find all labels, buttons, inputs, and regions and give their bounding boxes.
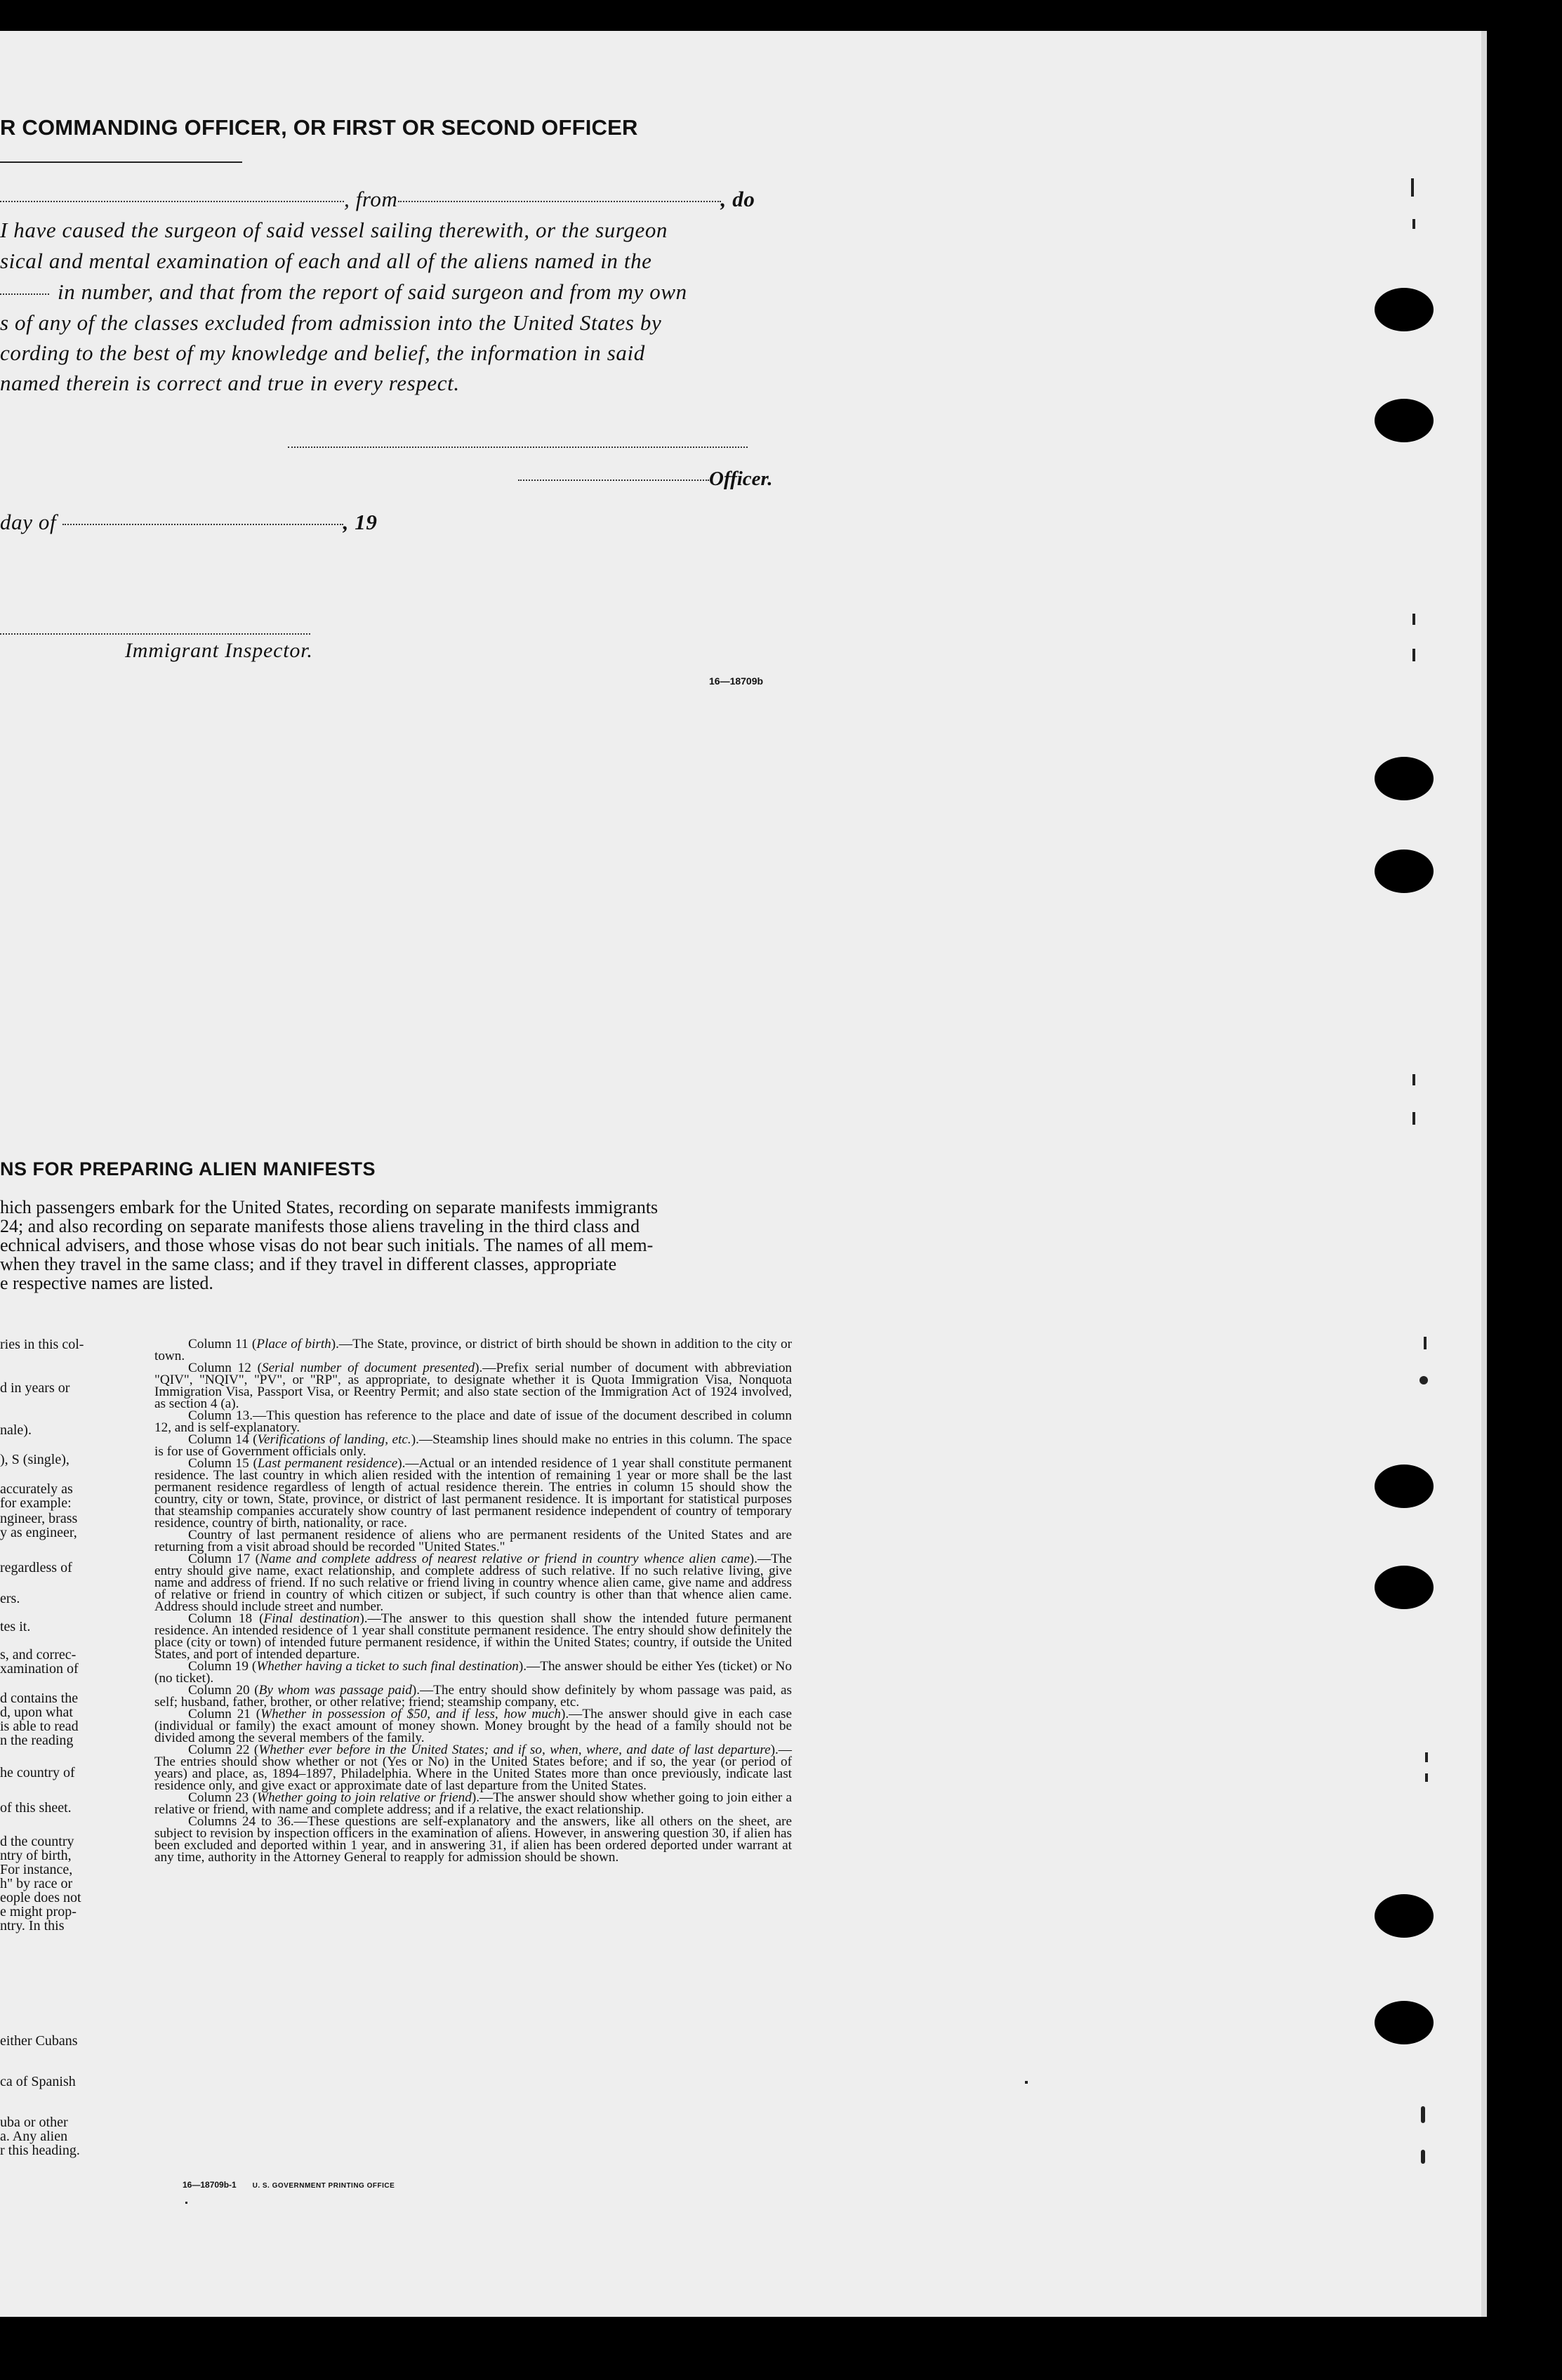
page-footer [154,2176,395,2192]
left-fragment: r this heading. [0,2143,80,2158]
officer-signature [518,468,772,491]
left-fragment: s, and correc- [0,1647,77,1662]
column-instruction: Column 15 (Last permanent residence).—Actual or an intended residence of 1 year shall constitute permanent residence. The last country in which alien resided with the intention of remaining 1 year or more shall be the last permanent residence regardless of length of actual residence therein. The entries in column 15 should show the country, city or town, State, province, or district of last permanent residence. It is important for statistical purposes that steamship companies accurately show country of last permanent residence independent of country of temporary residence, country of birth, nationality, or race. [154,1456,792,1531]
column-instruction: Column 21 (Whether in possession of $50, and if less, how much).—The answer should give in each case (individual or family) the exact amount of money shown. Money brought by the head of a family should not be divided among the several members of the family. [154,1707,792,1745]
certificate-line: sical and mental examination of each and all of the aliens named in the [0,249,652,273]
title-rule [0,161,242,163]
speck [1025,2081,1028,2084]
from-label: , from [344,187,398,211]
intro-line: hich passengers embark for the United States, recording on separate manifests immigrants [0,1197,658,1217]
certificate-line: in number, and that from the report of said surgeon and from my own [0,279,687,305]
column-instruction: Column 13.—This question has reference to the place and date of issue of the document described in column 12, and is self-explanatory. [154,1408,792,1435]
left-fragment: d in years or [0,1380,70,1396]
left-fragment: for example: [0,1495,72,1511]
document-page [0,31,1487,2317]
left-fragment: xamination of [0,1661,79,1677]
day-of-label: day of [0,510,57,534]
edge-mark [1412,219,1415,229]
column-instruction: Column 11 (Place of birth).—The State, province, or district of birth should be shown in addition to the city or town. [154,1337,793,1363]
do-label: , do [720,187,755,211]
left-fragment: accurately as [0,1481,73,1497]
instructions-heading: NS FOR PREPARING ALIEN MANIFESTS [0,1158,376,1179]
signature-line [288,447,748,448]
intro-line: echnical advisers, and those whose visas do not bear such initials. The names of all mem- [0,1235,654,1255]
footer-printer: U. S. GOVERNMENT PRINTING OFFICE [252,2182,395,2190]
column-instruction: Column 19 (Whether having a ticket to such final destination).—The answer should be either Yes (ticket) or No (no ticket). [154,1659,792,1686]
speck [185,2202,187,2204]
year-label: , 19 [343,510,378,534]
edge-mark [1425,1773,1428,1782]
edge-mark [1412,1074,1415,1085]
column-instruction: Column 17 (Name and complete address of nearest relative or friend in country whence alien came).—The entry should give name, exact relationship, and complete address of such relative. If no such relative living, give name and address of friend. If no such relative or friend living in country whence alien came, give name and address of relative or friend in country of which citizen or subject, if such country is other than that whence alien came. Address should include street and number. [154,1552,792,1614]
inspector-label: Immigrant Inspector. [125,639,313,662]
certificate-line: named therein is correct and true in every respect. [0,371,460,395]
column-instructions [154,1338,792,1863]
column-instruction: Column 12 (Serial number of document presented).—Prefix serial number of document with abbreviation "QIV", "NQIV", "PV", or "RP", as appropriate, to designate whether it is Quota Immigration Visa, Nonquota Immigration Visa, Passport Visa, or Reentry Permit; and also state section of the Immigration Act of 1924 involved, as section 4 (a). [154,1361,793,1411]
page-edge [1481,31,1487,2317]
left-fragment: h" by race or [0,1876,73,1891]
left-fragment: d contains the [0,1691,79,1706]
binder-hole [1375,1465,1434,1508]
column-instruction: Column 14 (Verifications of landing, etc.).—Steamship lines should make no entries in this column. The space is for use of Government officials only. [154,1432,792,1459]
left-fragment: d the country [0,1834,74,1849]
left-fragment: either Cubans [0,2033,78,2049]
intro-line: when they travel in the same class; and if they travel in different classes, appropriate [0,1254,617,1274]
binder-hole [1375,1566,1434,1609]
left-fragment: ntry. In this [0,1918,65,1933]
left-fragment: nale). [0,1422,32,1438]
left-fragment: tes it. [0,1619,31,1634]
left-fragment: of this sheet. [0,1800,72,1816]
day-of-line [0,510,378,535]
left-fragment: ca of Spanish [0,2074,76,2089]
certificate-line: cording to the best of my knowledge and belief, the information in said [0,341,645,365]
left-fragment: is able to read [0,1719,79,1734]
left-fragment: ), S (single), [0,1452,70,1467]
inspector-signature-line [0,633,310,635]
binder-hole [1375,757,1434,800]
left-fragment: d, upon what [0,1705,73,1720]
edge-mark [1425,1752,1428,1762]
column-instruction: Column 18 (Final destination).—The answer to this question shall show the intended future permanent residence. An intended residence of 1 year shall constitute permanent residence. The entry should show definitely the place (city or town) of intended future permanent residence, if within the United States; country, if outside the United States, and port of intended departure. [154,1611,792,1662]
binder-hole [1375,2001,1434,2044]
edge-mark [1412,649,1415,661]
instructions-intro [0,1198,793,1293]
certificate-title: R COMMANDING OFFICER, OR FIRST OR SECOND OFFICER [0,115,638,140]
left-fragment: n the reading [0,1733,74,1748]
column-instruction: Columns 24 to 36.—These questions are self-explanatory and the answers, like all others on the sheet, are subject to revision by inspection officers in the examination of aliens. However, in answering question 30, if alien has been excluded and deported within 1 year, and in answering 31, if alien has been ordered deported under warrant at any time, authority in the Attorney General to reapply for admission should be shown. [154,1814,792,1865]
left-fragment: he country of [0,1765,75,1780]
left-fragment: a. Any alien [0,2129,68,2144]
left-fragment: e might prop- [0,1904,77,1919]
binder-hole [1375,288,1434,331]
edge-mark [1412,614,1415,625]
certificate-line-from [0,187,755,212]
edge-mark [1411,178,1414,197]
edge-mark [1412,1112,1415,1125]
binder-hole [1375,849,1434,893]
column-instruction: Column 22 (Whether ever before in the United States; and if so, when, where, and date of last departure).—The entries should show whether or not (Yes or No) in the United States before; and if so, the year (or period of years) and place, as, 1894–1897, Philadelphia. Where in the United States more than once previously, indicate last residence only, and give exact or approximate date of last departure from the United States. [154,1743,792,1793]
column-instruction: Country of last permanent residence of aliens who are permanent residents of the United States and are returning from a visit abroad should be recorded "United States." [154,1528,792,1554]
left-fragment: y as engineer, [0,1525,77,1540]
edge-mark [1419,1376,1428,1384]
left-fragment: eople does not [0,1890,81,1905]
left-fragment: ngineer, brass [0,1511,78,1526]
left-fragment: For instance, [0,1862,73,1877]
officer-label: Officer. [709,468,773,490]
intro-line: 24; and also recording on separate manifests those aliens traveling in the third class and [0,1216,640,1236]
left-fragment: ries in this col- [0,1337,84,1352]
left-fragment: ntry of birth, [0,1848,72,1863]
left-fragment: ers. [0,1591,20,1606]
column-instruction: Column 20 (By whom was passage paid).—The entry should show definitely by whom passage was paid, as self; husband, father, brother, or other relative; friend; steamship company, etc. [154,1683,792,1710]
intro-line: e respective names are listed. [0,1273,213,1293]
binder-hole [1375,399,1434,442]
certificate-line: I have caused the surgeon of said vessel sailing therewith, or the surgeon [0,218,668,242]
left-fragment: regardless of [0,1560,72,1575]
column-instruction: Column 23 (Whether going to join relative or friend).—The answer should show whether going to join either a relative or friend, with name and complete address; and if a relative, the exact relationship. [154,1790,793,1817]
footer-form-number: 16—18709b-1 [183,2180,237,2190]
edge-mark [1424,1337,1427,1349]
binder-hole [1375,1894,1434,1938]
form-number: 16—18709b [709,675,764,687]
edge-mark [1421,2106,1425,2123]
edge-mark [1421,2150,1425,2164]
certificate-line: s of any of the classes excluded from admission into the United States by [0,310,662,335]
left-fragment: uba or other [0,2115,68,2130]
